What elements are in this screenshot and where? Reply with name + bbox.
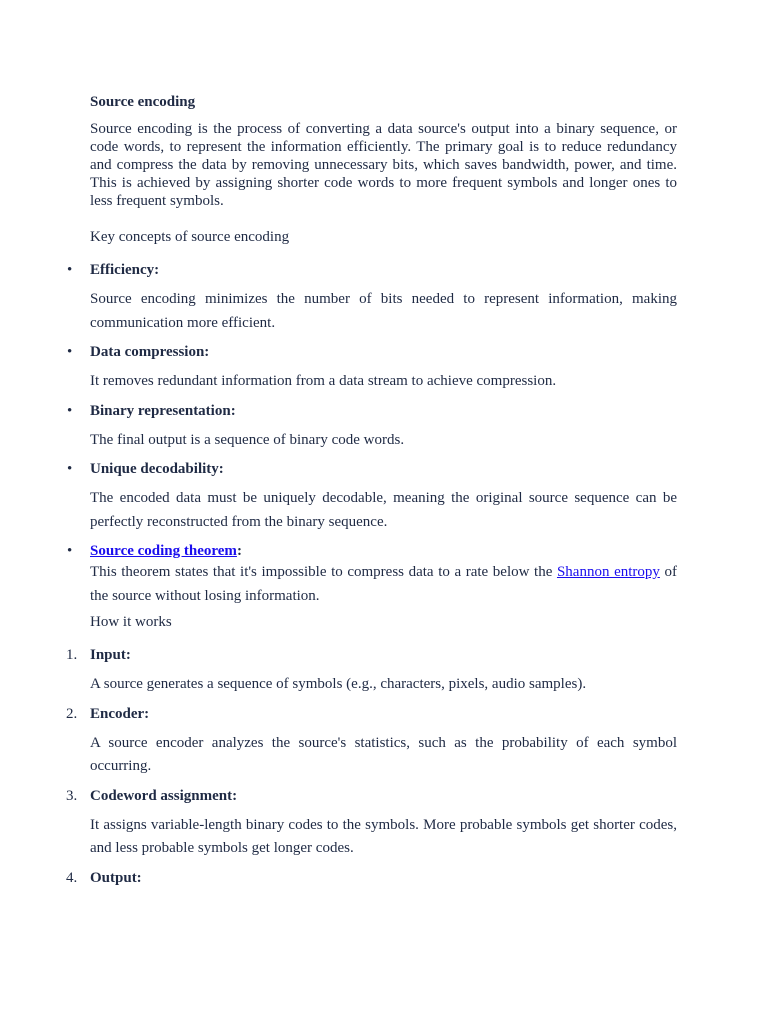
- theorem-body: [90, 561, 677, 608]
- step-number: 4.: [66, 869, 78, 886]
- intro-paragraph: Source encoding is the process of converting a data source's output into a binary sequence, or code words, to represent the information efficiently. The primary goal is to reduce redundancy and compress the data by removing unnecessary bits, which saves bandwidth, power, and time. This is achieved by assigning shorter code words to more frequent symbols and longer ones to less frequent symbols.: [90, 121, 677, 209]
- concept-item-data-compression: [67, 343, 677, 394]
- bullet-marker: •: [67, 344, 73, 360]
- theorem-heading: [90, 542, 677, 560]
- concept-body: Source encoding minimizes the number of bits needed to represent information, making communication more efficient.: [90, 291, 677, 331]
- bullet-marker: •: [67, 262, 73, 278]
- step-item-input: [66, 646, 677, 697]
- theorem-text-after: of the source without losing information.: [90, 564, 677, 604]
- bullet-marker: •: [67, 461, 73, 477]
- theorem-colon: :: [236, 543, 242, 559]
- concept-body: It removes redundant information from a data stream to achieve compression.: [90, 373, 557, 389]
- concept-item-binary-representation: [67, 402, 677, 453]
- shannon-entropy-link[interactable]: Shannon entropy: [556, 564, 660, 580]
- step-item-output: [66, 869, 677, 887]
- step-label: Output:: [90, 869, 142, 886]
- concept-item-efficiency: [67, 261, 677, 335]
- step-label: Encoder:: [90, 705, 150, 722]
- step-number: 3.: [66, 787, 78, 804]
- bullet-marker: •: [67, 402, 73, 419]
- concept-label: Binary representation:: [90, 402, 236, 419]
- step-body: It assigns variable-length binary codes to the symbols. More probable symbols get shorter codes, and less probable symbols get longer codes.: [90, 816, 677, 856]
- step-label: Input:: [90, 647, 131, 663]
- concept-label: Efficiency:: [90, 262, 160, 278]
- bullet-marker: •: [67, 543, 73, 559]
- step-label: Codeword assignment:: [90, 787, 238, 804]
- step-number: 1.: [66, 647, 78, 663]
- concept-item-source-coding-theorem: [67, 542, 677, 608]
- step-body: A source encoder analyzes the source's statistics, such as the probability of each symbol occurring.: [90, 734, 677, 774]
- document-body: [66, 93, 677, 887]
- concept-body: The final output is a sequence of binary code words.: [90, 431, 405, 448]
- concept-item-unique-decodability: [67, 460, 677, 534]
- concept-label: Unique decodability:: [90, 461, 224, 477]
- step-body: A source generates a sequence of symbols (e.g., characters, pixels, audio samples).: [90, 676, 587, 692]
- how-it-works-heading: How it works: [90, 614, 172, 630]
- theorem-text-before: This theorem states that it's impossible to compress data to a rate below the: [90, 564, 557, 580]
- step-item-encoder: [66, 705, 677, 779]
- concept-label: Data compression:: [90, 344, 210, 360]
- document-title: Source encoding: [90, 94, 196, 110]
- step-number: 2.: [66, 705, 78, 722]
- concept-body: The encoded data must be uniquely decodable, meaning the original source sequence can be perfectly reconstructed from the binary sequence.: [90, 490, 677, 530]
- step-item-codeword-assignment: [66, 787, 677, 861]
- source-coding-theorem-link[interactable]: Source coding theorem: [90, 543, 237, 559]
- key-concepts-heading: Key concepts of source encoding: [90, 229, 290, 245]
